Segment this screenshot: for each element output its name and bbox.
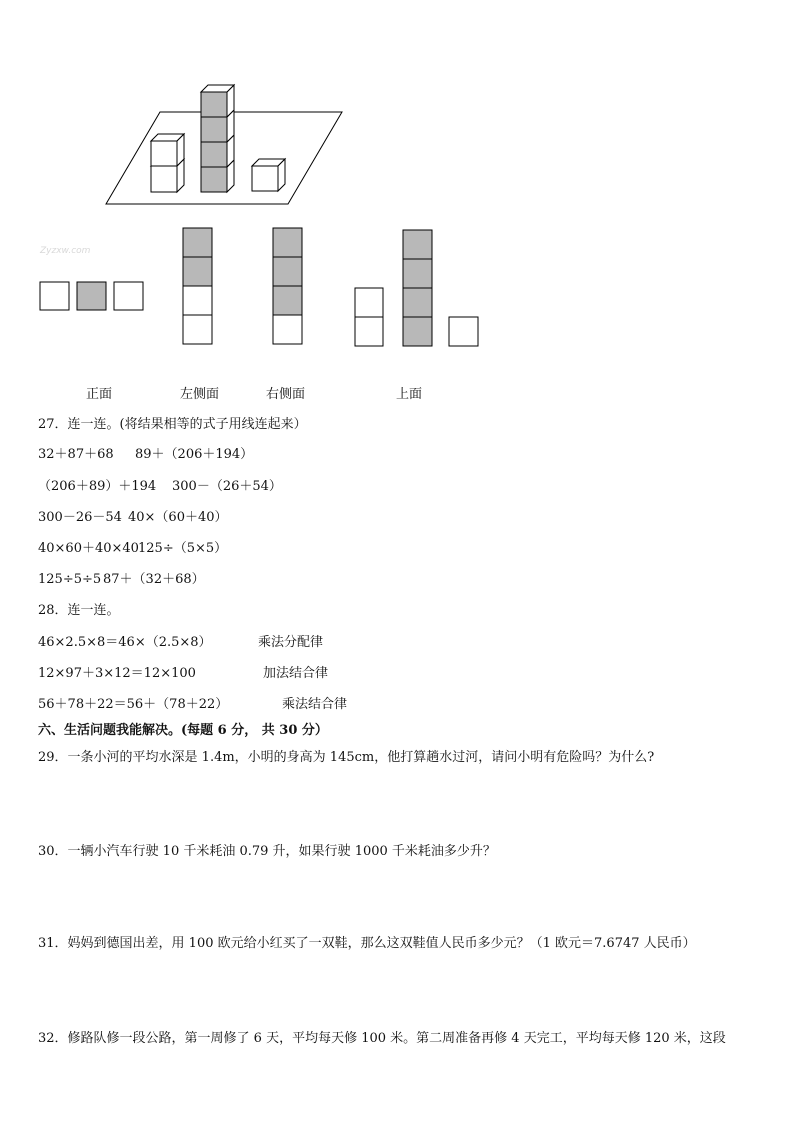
q28-row-3-left: 56＋78＋22＝56＋（78＋22） [38,697,229,712]
q27-row-4-right: 125÷（5×5） [138,541,228,556]
label-top-view: 上面 [396,387,423,402]
q28-row-2-right: 加法结合律 [263,666,329,681]
top-view [355,230,478,346]
q27-row-1-left: 32＋87＋68 [38,447,114,462]
front-view [40,282,143,310]
q27-row-2-left: （206＋89）＋194 [38,479,157,494]
q28-row-1-right: 乘法分配律 [258,635,324,650]
label-front-view: 正面 [86,387,113,402]
section-6-heading: 六、生活问题我能解决。(每题 6 分， 共 30 分） [38,723,328,738]
cube-arrangement-figure [0,0,794,360]
q27-row-3-right: 40×（60＋40） [128,510,228,525]
middle-cube-stack [201,85,234,192]
q27-row-1-right: 89＋（206＋194） [135,447,254,462]
right-cube [252,159,285,191]
q31-text: 31．妈妈到德国出差，用 100 欧元给小红买了一双鞋，那么这双鞋值人民币多少元？（1 欧元＝7.6747 人民币） [38,936,696,951]
q27-row-5-left: 125÷5÷5 [38,572,102,587]
q30-text: 30．一辆小汽车行驶 10 千米耗油 0.79 升，如果行驶 1000 千米耗油多少升？ [38,844,496,859]
label-right-side-view: 右侧面 [266,387,306,402]
watermark: Zyzxw.com [40,246,91,256]
q27-row-3-left: 300－26－54 [38,510,122,525]
left-side-view [183,228,212,344]
q27-title: 27．连一连。(将结果相等的式子用线连起来） [38,417,307,432]
q27-row-4-left: 40×60＋40×40 [38,541,139,556]
label-left-side-view: 左侧面 [180,387,220,402]
left-cube-stack [151,134,184,192]
q27-row-2-right: 300－（26＋54） [172,479,282,494]
q28-row-3-right: 乘法结合律 [282,697,348,712]
q29-text: 29．一条小河的平均水深是 1.4m，小明的身高为 145cm，他打算趟水过河，请问小明有危险吗？为什么? [38,750,655,765]
q28-row-1-left: 46×2.5×8＝46×（2.5×8） [38,635,212,650]
right-side-view [273,228,302,344]
q27-row-5-right: 87＋（32＋68） [103,572,205,587]
q28-title: 28．连一连。 [38,603,120,618]
q32-text: 32．修路队修一段公路，第一周修了 6 天，平均每天修 100 米。第二周准备再修 4 天完工，平均每天修 120 米，这段 [38,1031,726,1046]
q28-row-2-left: 12×97＋3×12＝12×100 [38,666,196,681]
